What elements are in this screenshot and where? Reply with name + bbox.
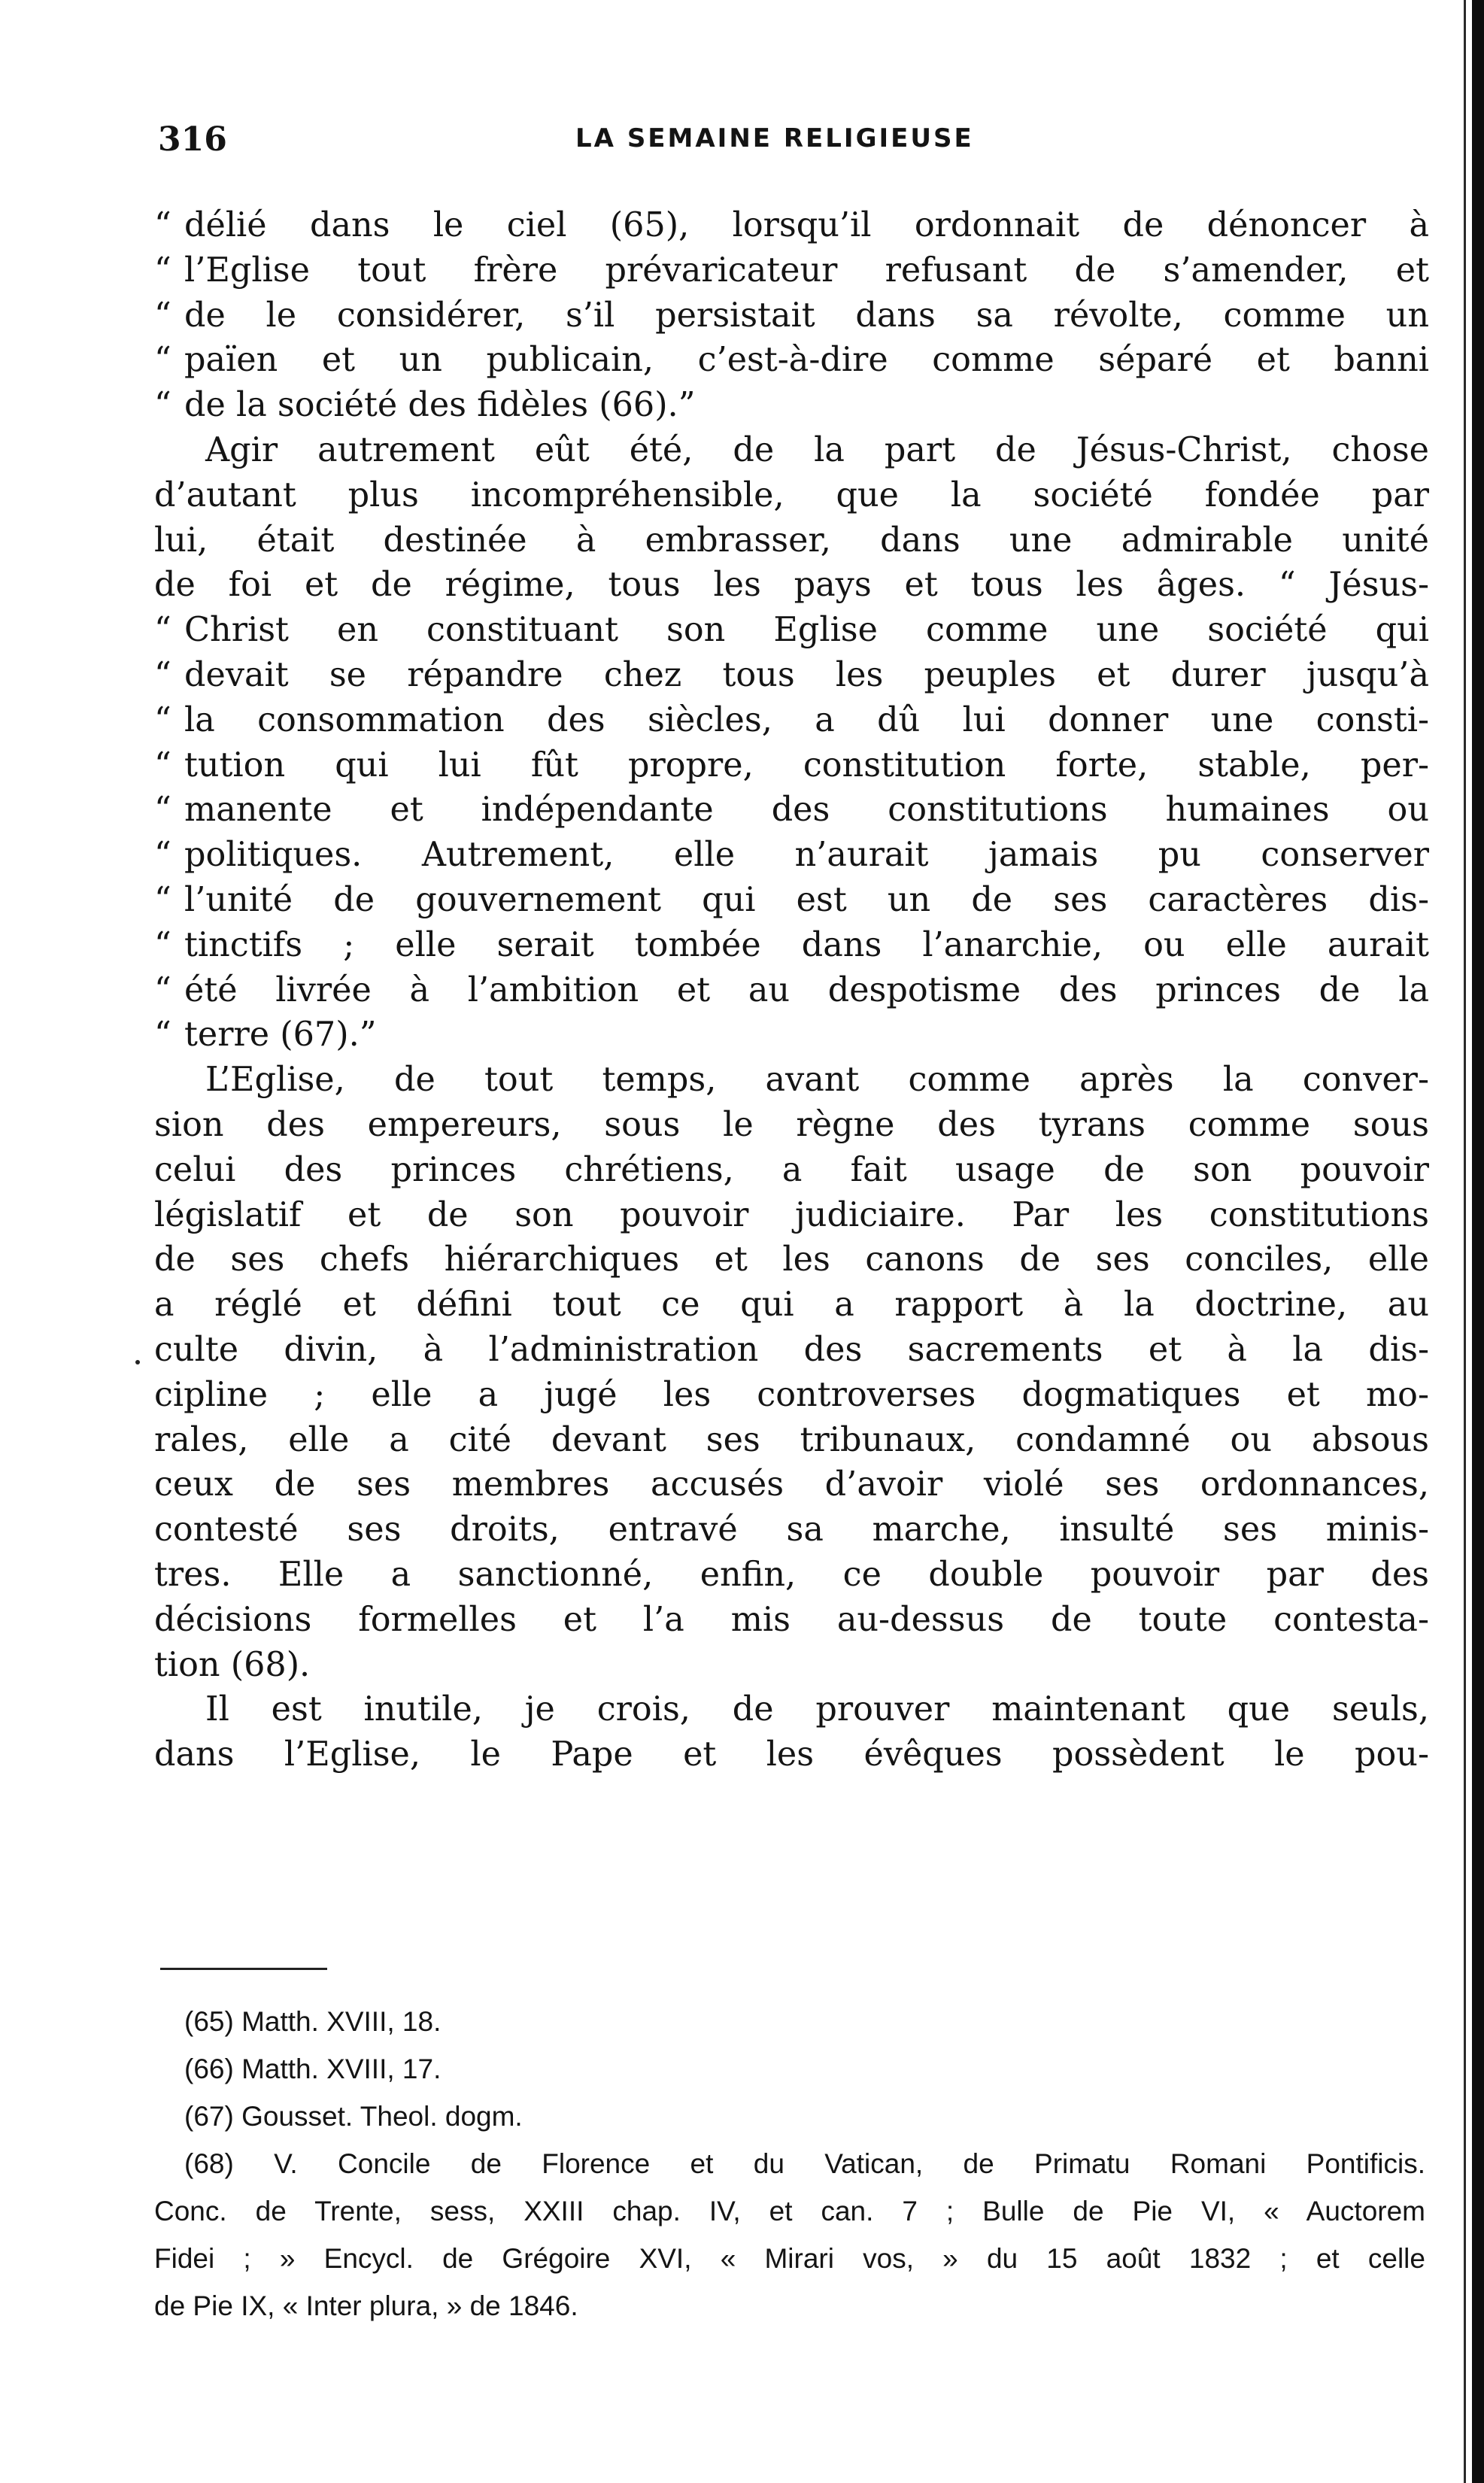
line-text: rales, elle a cité devant ses tribunaux, condamné ou absous (154, 1420, 1429, 1459)
text-line (154, 383, 1429, 428)
text-line (154, 1103, 1429, 1148)
text-line (154, 833, 1429, 878)
quote-mark: “ (154, 386, 171, 425)
text-line (154, 1687, 1429, 1732)
quote-mark: “ (154, 745, 171, 785)
line-text: législatif et de son pouvoir judiciaire. Par les constitutions (154, 1195, 1429, 1234)
footnote-line: (67) Gousset. Theol. dogm. (184, 2101, 523, 2132)
text-line (154, 1237, 1429, 1282)
text-line (154, 608, 1429, 653)
text-line (154, 1193, 1429, 1238)
line-text: politiques. Autrement, elle n’aurait jamais pu conserver (184, 836, 1429, 875)
line-text: Il est inutile, je crois, de prouver maintenant que seuls, (205, 1690, 1429, 1729)
footnote-line: Fidei ; » Encycl. de Grégoire XVI, « Mirari vos, » du 15 août 1832 ; et celle (154, 2243, 1425, 2274)
text-line (154, 338, 1429, 383)
quote-mark: “ (154, 836, 171, 875)
footnote-line: (65) Matth. XVIII, 18. (184, 2006, 442, 2037)
text-line (154, 1148, 1429, 1193)
text-line (154, 653, 1429, 698)
line-text: Agir autrement eût été, de la part de Jésus-Christ, chose (205, 430, 1429, 469)
quote-mark: “ (154, 700, 171, 739)
text-line (154, 1598, 1429, 1643)
footnote-line: (66) Matth. XVIII, 17. (184, 2053, 442, 2084)
footnote-separator (160, 1968, 327, 1970)
text-line (154, 1462, 1429, 1507)
footnote-line: de Pie IX, « Inter plura, » de 1846. (154, 2290, 578, 2321)
line-text: tres. Elle a sanctionné, enfin, ce double pouvoir par des (154, 1555, 1429, 1594)
text-line (154, 1328, 1429, 1373)
quote-mark: “ (154, 341, 171, 380)
text-line (154, 1012, 1429, 1058)
text-line (154, 1282, 1429, 1328)
page-header (158, 120, 1437, 165)
quote-mark: “ (154, 611, 171, 650)
line-text: l’Eglise tout frère prévaricateur refusant de s’amender, et (184, 250, 1429, 290)
line-text: dans l’Eglise, le Pape et les évêques possèdent le pou- (154, 1735, 1429, 1774)
quote-mark: “ (154, 250, 171, 290)
text-line (154, 1058, 1429, 1103)
text-line (154, 878, 1429, 923)
line-text: terre (67).” (184, 1015, 377, 1055)
page-edge-shadow (1472, 0, 1484, 2483)
text-line (154, 1507, 1429, 1553)
line-text: a réglé et défini tout ce qui a rapport à la doctrine, au (154, 1286, 1429, 1325)
text-line (154, 788, 1429, 833)
text-line (154, 1373, 1429, 1418)
line-text: décisions formelles et l’a mis au-dessus de toute contesta- (154, 1600, 1429, 1639)
line-text: devait se répandre chez tous les peuples et durer jusqu’à (184, 655, 1429, 694)
text-line (154, 1418, 1429, 1463)
text-line (154, 518, 1429, 563)
line-text: manente et indépendante des constitutions humaines ou (184, 791, 1429, 830)
line-text: de la société des fidèles (66).” (184, 386, 696, 425)
line-text: de ses chefs hiérarchiques et les canons de ses conciles, elle (154, 1240, 1429, 1279)
page-edge-line (1464, 0, 1466, 2483)
text-line (154, 1553, 1429, 1598)
body-text (154, 203, 1429, 1777)
footnotes (154, 1998, 1425, 2330)
quote-mark: “ (154, 206, 171, 244)
text-line (154, 743, 1429, 788)
line-text: païen et un publicain, c’est-à-dire comme séparé et banni (184, 341, 1429, 380)
text-line (154, 698, 1429, 743)
quote-mark: “ (154, 925, 171, 964)
quote-mark: “ (154, 655, 171, 694)
text-line (154, 203, 1429, 248)
line-text: délié dans le ciel (65), lorsqu’il ordonnait de dénoncer à (184, 206, 1429, 244)
margin-mark (135, 1360, 140, 1364)
line-text: tion (68). (154, 1645, 311, 1684)
line-text: tinctifs ; elle serait tombée dans l’anarchie, ou elle aurait (184, 925, 1429, 964)
text-line (154, 473, 1429, 518)
quote-mark: “ (154, 880, 171, 919)
line-text: l’unité de gouvernement qui est un de ses caractères dis- (184, 880, 1429, 919)
line-text: de le considérer, s’il persistait dans sa révolte, comme un (184, 296, 1429, 335)
line-text: ceux de ses membres accusés d’avoir violé ses ordonnances, (154, 1465, 1429, 1504)
line-text: Christ en constituant son Eglise comme une société qui (184, 611, 1429, 650)
footnote-line: Conc. de Trente, sess, XXIII chap. IV, et can. 7 ; Bulle de Pie VI, « Auctorem (154, 2196, 1425, 2227)
quote-mark: “ (154, 296, 171, 335)
text-line (154, 293, 1429, 338)
line-text: lui, était destinée à embrasser, dans une admirable unité (154, 521, 1429, 560)
quote-mark: “ (154, 1015, 171, 1055)
text-line (154, 248, 1429, 293)
line-text: sion des empereurs, sous le règne des tyrans comme sous (154, 1105, 1429, 1144)
quote-mark: “ (154, 970, 171, 1009)
running-title: LA SEMAINE RELIGIEUSE (575, 123, 974, 153)
footnote-line: (68) V. Concile de Florence et du Vatican, de Primatu Romani Pontificis. (184, 2148, 1425, 2179)
text-line (154, 428, 1429, 473)
text-line (154, 1732, 1429, 1777)
line-text: la consommation des siècles, a dû lui donner une consti- (184, 700, 1429, 739)
line-text: L’Eglise, de tout temps, avant comme après la conver- (205, 1061, 1429, 1100)
line-text: de foi et de régime, tous les pays et tous les âges. “ Jésus- (154, 566, 1429, 605)
line-text: cipline ; elle a jugé les controverses dogmatiques et mo- (154, 1375, 1429, 1414)
line-text: celui des princes chrétiens, a fait usage de son pouvoir (154, 1150, 1429, 1189)
text-line (154, 968, 1429, 1013)
line-text: contesté ses droits, entravé sa marche, insulté ses minis- (154, 1510, 1429, 1550)
line-text: d’autant plus incompréhensible, que la société fondée par (154, 475, 1429, 515)
page-number: 316 (158, 120, 227, 159)
line-text: été livrée à l’ambition et au despotisme des princes de la (184, 970, 1429, 1009)
text-line (154, 563, 1429, 608)
text-line (154, 923, 1429, 968)
text-line (154, 1643, 1429, 1688)
line-text: tution qui lui fût propre, constitution forte, stable, per- (184, 745, 1429, 785)
line-text: culte divin, à l’administration des sacrements et à la dis- (154, 1330, 1429, 1369)
quote-mark: “ (154, 791, 171, 830)
